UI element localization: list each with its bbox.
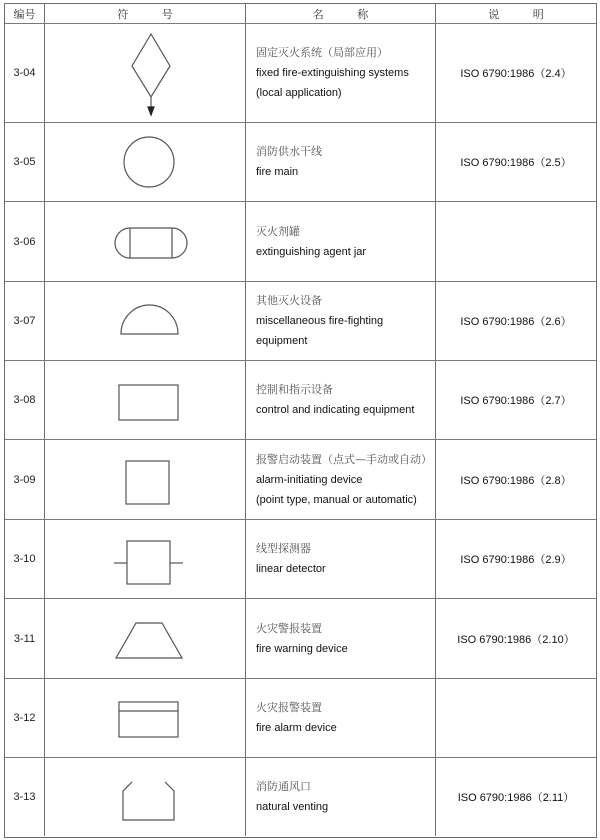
table-row: [5, 440, 596, 520]
note-cell: [436, 520, 596, 598]
table-row: [5, 520, 596, 599]
number-cell: [5, 361, 45, 439]
table-row: [5, 123, 596, 202]
name-zh: 消防供水干线: [256, 145, 322, 158]
number-cell: [5, 520, 45, 598]
header-name-cell: [246, 4, 436, 23]
number-cell: [5, 202, 45, 281]
row-number: 3-07: [13, 315, 36, 327]
note-cell: [436, 679, 596, 757]
name-en: control and indicating equipment: [256, 404, 415, 416]
name-en: fire warning device: [256, 642, 348, 655]
name-cell: [246, 282, 436, 360]
row-number: 3-10: [13, 553, 36, 565]
note-cell: [436, 599, 596, 678]
note-cell: [436, 123, 596, 201]
row-number: 3-05: [13, 156, 36, 168]
symbol-cell: [45, 361, 246, 439]
name-cell: [246, 202, 436, 281]
table-row: [5, 361, 596, 440]
row-number: 3-13: [13, 791, 36, 803]
note-text: ISO 6790:1986（2.6）: [460, 316, 572, 328]
note-cell: [436, 440, 596, 519]
trapezoid-icon: [45, 599, 246, 679]
name-cell: [246, 24, 436, 122]
row-number: 3-06: [13, 235, 36, 248]
symbol-cell: [45, 440, 246, 519]
table-row: [5, 202, 596, 282]
square-icon: [45, 440, 246, 520]
symbol-cell: [45, 24, 246, 122]
number-cell: [5, 599, 45, 678]
row-number: 3-08: [13, 394, 36, 406]
table-header-row: [5, 4, 596, 24]
number-cell: [5, 679, 45, 757]
name-cell: [246, 440, 436, 519]
row-number: 3-11: [13, 632, 36, 645]
number-cell: [5, 123, 45, 201]
symbol-table: [4, 3, 597, 838]
capsule-jar-icon: [45, 202, 246, 282]
linear-detector-icon: [45, 520, 246, 599]
header-number: 编号: [13, 7, 36, 21]
table-row: [5, 282, 596, 361]
note-cell: [436, 361, 596, 439]
name-en: alarm-initiating device: [256, 473, 363, 486]
row-number: 3-04: [13, 67, 36, 79]
name-en-2: (point type, manual or automatic): [256, 493, 417, 506]
name-en: natural venting: [256, 801, 329, 813]
name-en: linear detector: [256, 563, 326, 575]
note-cell: [436, 282, 596, 360]
name-en-2: equipment: [256, 335, 308, 347]
note-text: ISO 6790:1986（2.4）: [460, 68, 572, 80]
row-number: 3-09: [13, 473, 36, 486]
name-zh: 消防通风口: [256, 780, 311, 793]
header-note: 说 明: [488, 7, 544, 21]
header-symbol: 符 号: [117, 7, 173, 21]
symbol-cell: [45, 123, 246, 201]
name-en: fire main: [256, 166, 299, 178]
name-en: miscellaneous fire-fighting: [256, 315, 384, 327]
name-zh: 火灾报警装置: [256, 701, 322, 714]
number-cell: [5, 282, 45, 360]
table-row: [5, 599, 596, 679]
name-zh: 线型探测器: [256, 542, 311, 555]
name-cell: [246, 599, 436, 678]
header-number-cell: [5, 4, 45, 23]
name-en: fire alarm device: [256, 722, 337, 734]
note-text: ISO 6790:1986（2.7）: [460, 395, 572, 407]
name-en: fixed fire-extinguishing systems: [256, 67, 409, 79]
name-cell: [246, 520, 436, 598]
natural-venting-icon: [45, 758, 246, 836]
table-row: [5, 758, 596, 836]
note-cell: [436, 24, 596, 122]
name-cell: [246, 123, 436, 201]
name-zh: 固定灭火系统（局部应用）: [256, 46, 388, 59]
name-cell: [246, 679, 436, 757]
table-row: [5, 679, 596, 758]
symbol-cell: [45, 758, 246, 836]
name-cell: [246, 361, 436, 439]
fire-alarm-device-icon: [45, 679, 246, 758]
row-number: 3-12: [13, 712, 36, 724]
circle-icon: [45, 123, 246, 202]
number-cell: [5, 440, 45, 519]
symbol-cell: [45, 599, 246, 678]
symbol-cell: [45, 282, 246, 360]
number-cell: [5, 758, 45, 836]
note-text: ISO 6790:1986（2.8）: [460, 474, 572, 487]
name-en-2: (local application): [256, 87, 342, 99]
diamond-arrow-icon: [45, 24, 246, 123]
table-row: [5, 24, 596, 123]
name-zh: 报警启动装置（点式—手动或自动）: [256, 452, 432, 466]
symbol-cell: [45, 679, 246, 757]
symbol-cell: [45, 520, 246, 598]
name-zh: 其他灭火设备: [256, 294, 322, 307]
name-zh: 火灾警报装置: [256, 621, 322, 635]
note-text: ISO 6790:1986（2.9）: [460, 554, 572, 566]
rectangle-icon: [45, 361, 246, 440]
header-symbol-cell: [45, 4, 246, 23]
name-en: extinguishing agent jar: [256, 245, 367, 258]
note-cell: [436, 758, 596, 836]
semicircle-icon: [45, 282, 246, 361]
name-cell: [246, 758, 436, 836]
symbol-cell: [45, 202, 246, 281]
header-note-cell: [436, 4, 596, 23]
note-text: ISO 6790:1986（2.10）: [457, 633, 575, 646]
number-cell: [5, 24, 45, 122]
note-text: ISO 6790:1986（2.5）: [460, 157, 572, 169]
note-text: ISO 6790:1986（2.11）: [457, 792, 575, 804]
name-zh: 控制和指示设备: [256, 383, 333, 396]
note-cell: [436, 202, 596, 281]
header-name: 名 称: [312, 7, 369, 21]
name-zh: 灭火剂罐: [256, 224, 300, 238]
